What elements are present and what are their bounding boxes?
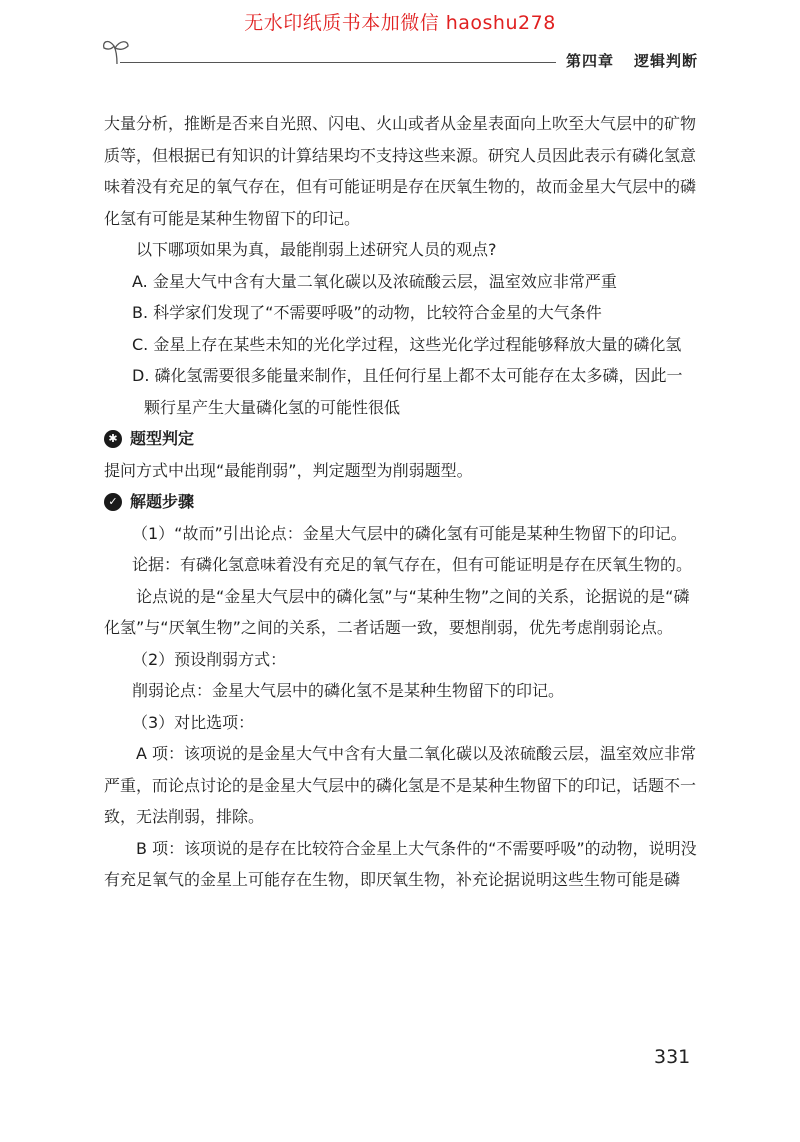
question-type-text: 提问方式中出现“最能削弱”，判定题型为削弱题型。 — [104, 460, 473, 480]
check-bullet-icon: ✓ — [104, 493, 122, 511]
weaken-line: 削弱论点：金星大气层中的磷化氢不是某种生物留下的印记。 — [132, 681, 565, 700]
question-stem: 以下哪项如果为真，最能削弱上述研究人员的观点? — [136, 240, 497, 259]
paragraph-intro: 大量分析，推断是否来自光照、闪电、火山或者从金星表面向上吹至大气层中的矿物质等，但根据已有知识的计算结果均不支持这些来源。研究人员因此表示有磷化氢意味着没有充足的氧气存在，但有可能证明是存在厌氧生物的，故而金星大气层中的磷化氢有可能是某种生物留下的印记。 — [104, 114, 697, 228]
step-2: （2）预设削弱方式： — [132, 649, 287, 669]
watermark-text: 无水印纸质书本加微信 haoshu278 — [244, 12, 556, 34]
step-1: （1）“故而”引出论点：金星大气层中的磷化氢有可能是某种生物留下的印记。 — [132, 523, 687, 543]
option-c: C. 金星上存在某些未知的光化学过程，这些光化学过程能够释放大量的磷化氢 — [132, 334, 682, 354]
option-d-continued: 颗行星产生大量磷化氢的可能性很低 — [144, 397, 401, 417]
chapter-title: 逻辑判断 — [634, 52, 699, 70]
option-d: D. 磷化氢需要很多能量来制作，且任何行星上都不太可能存在太多磷，因此一 — [132, 366, 683, 385]
page-content — [104, 108, 700, 896]
gear-bullet-icon: ✱ — [104, 430, 122, 448]
option-b: B. 科学家们发现了“不需要呼吸”的动物，比较符合金星的大气条件 — [132, 303, 602, 322]
header-rule — [120, 62, 556, 63]
analysis-paragraph: 论点说的是“金星大气层中的磷化氢”与“某种生物”之间的关系，论据说的是“磷化氢”与“厌氧生物”之间的关系，二者话题一致，要想削弱，优先考虑削弱论点。 — [104, 586, 690, 637]
item-a-analysis: A 项：该项说的是金星大气中含有大量二氧化碳以及浓硫酸云层，温室效应非常严重，而论点讨论的是金星大气层中的磷化氢是不是某种生物留下的印记，话题不一致，无法削弱，排除。 — [104, 744, 697, 826]
step-3: （3）对比选项： — [132, 712, 255, 732]
section-question-type — [104, 423, 700, 455]
item-b-analysis: B 项：该项说的是存在比较符合金星上大气条件的“不需要呼吸”的动物，说明没有充足氧气的金星上可能存在生物，即厌氧生物，补充论据说明这些生物可能是磷 — [104, 838, 697, 889]
chapter-number: 第四章 — [566, 52, 615, 70]
section-title: 解题步骤 — [130, 492, 195, 511]
page-number: 331 — [654, 1046, 691, 1068]
section-title: 题型判定 — [130, 429, 195, 448]
option-a: A. 金星大气中含有大量二氧化碳以及浓硫酸云层，温室效应非常严重 — [132, 271, 617, 291]
section-solution-steps — [104, 486, 700, 518]
chapter-header — [566, 50, 698, 71]
evidence-line: 论据：有磷化氢意味着没有充足的氧气存在，但有可能证明是存在厌氧生物的。 — [132, 555, 693, 574]
